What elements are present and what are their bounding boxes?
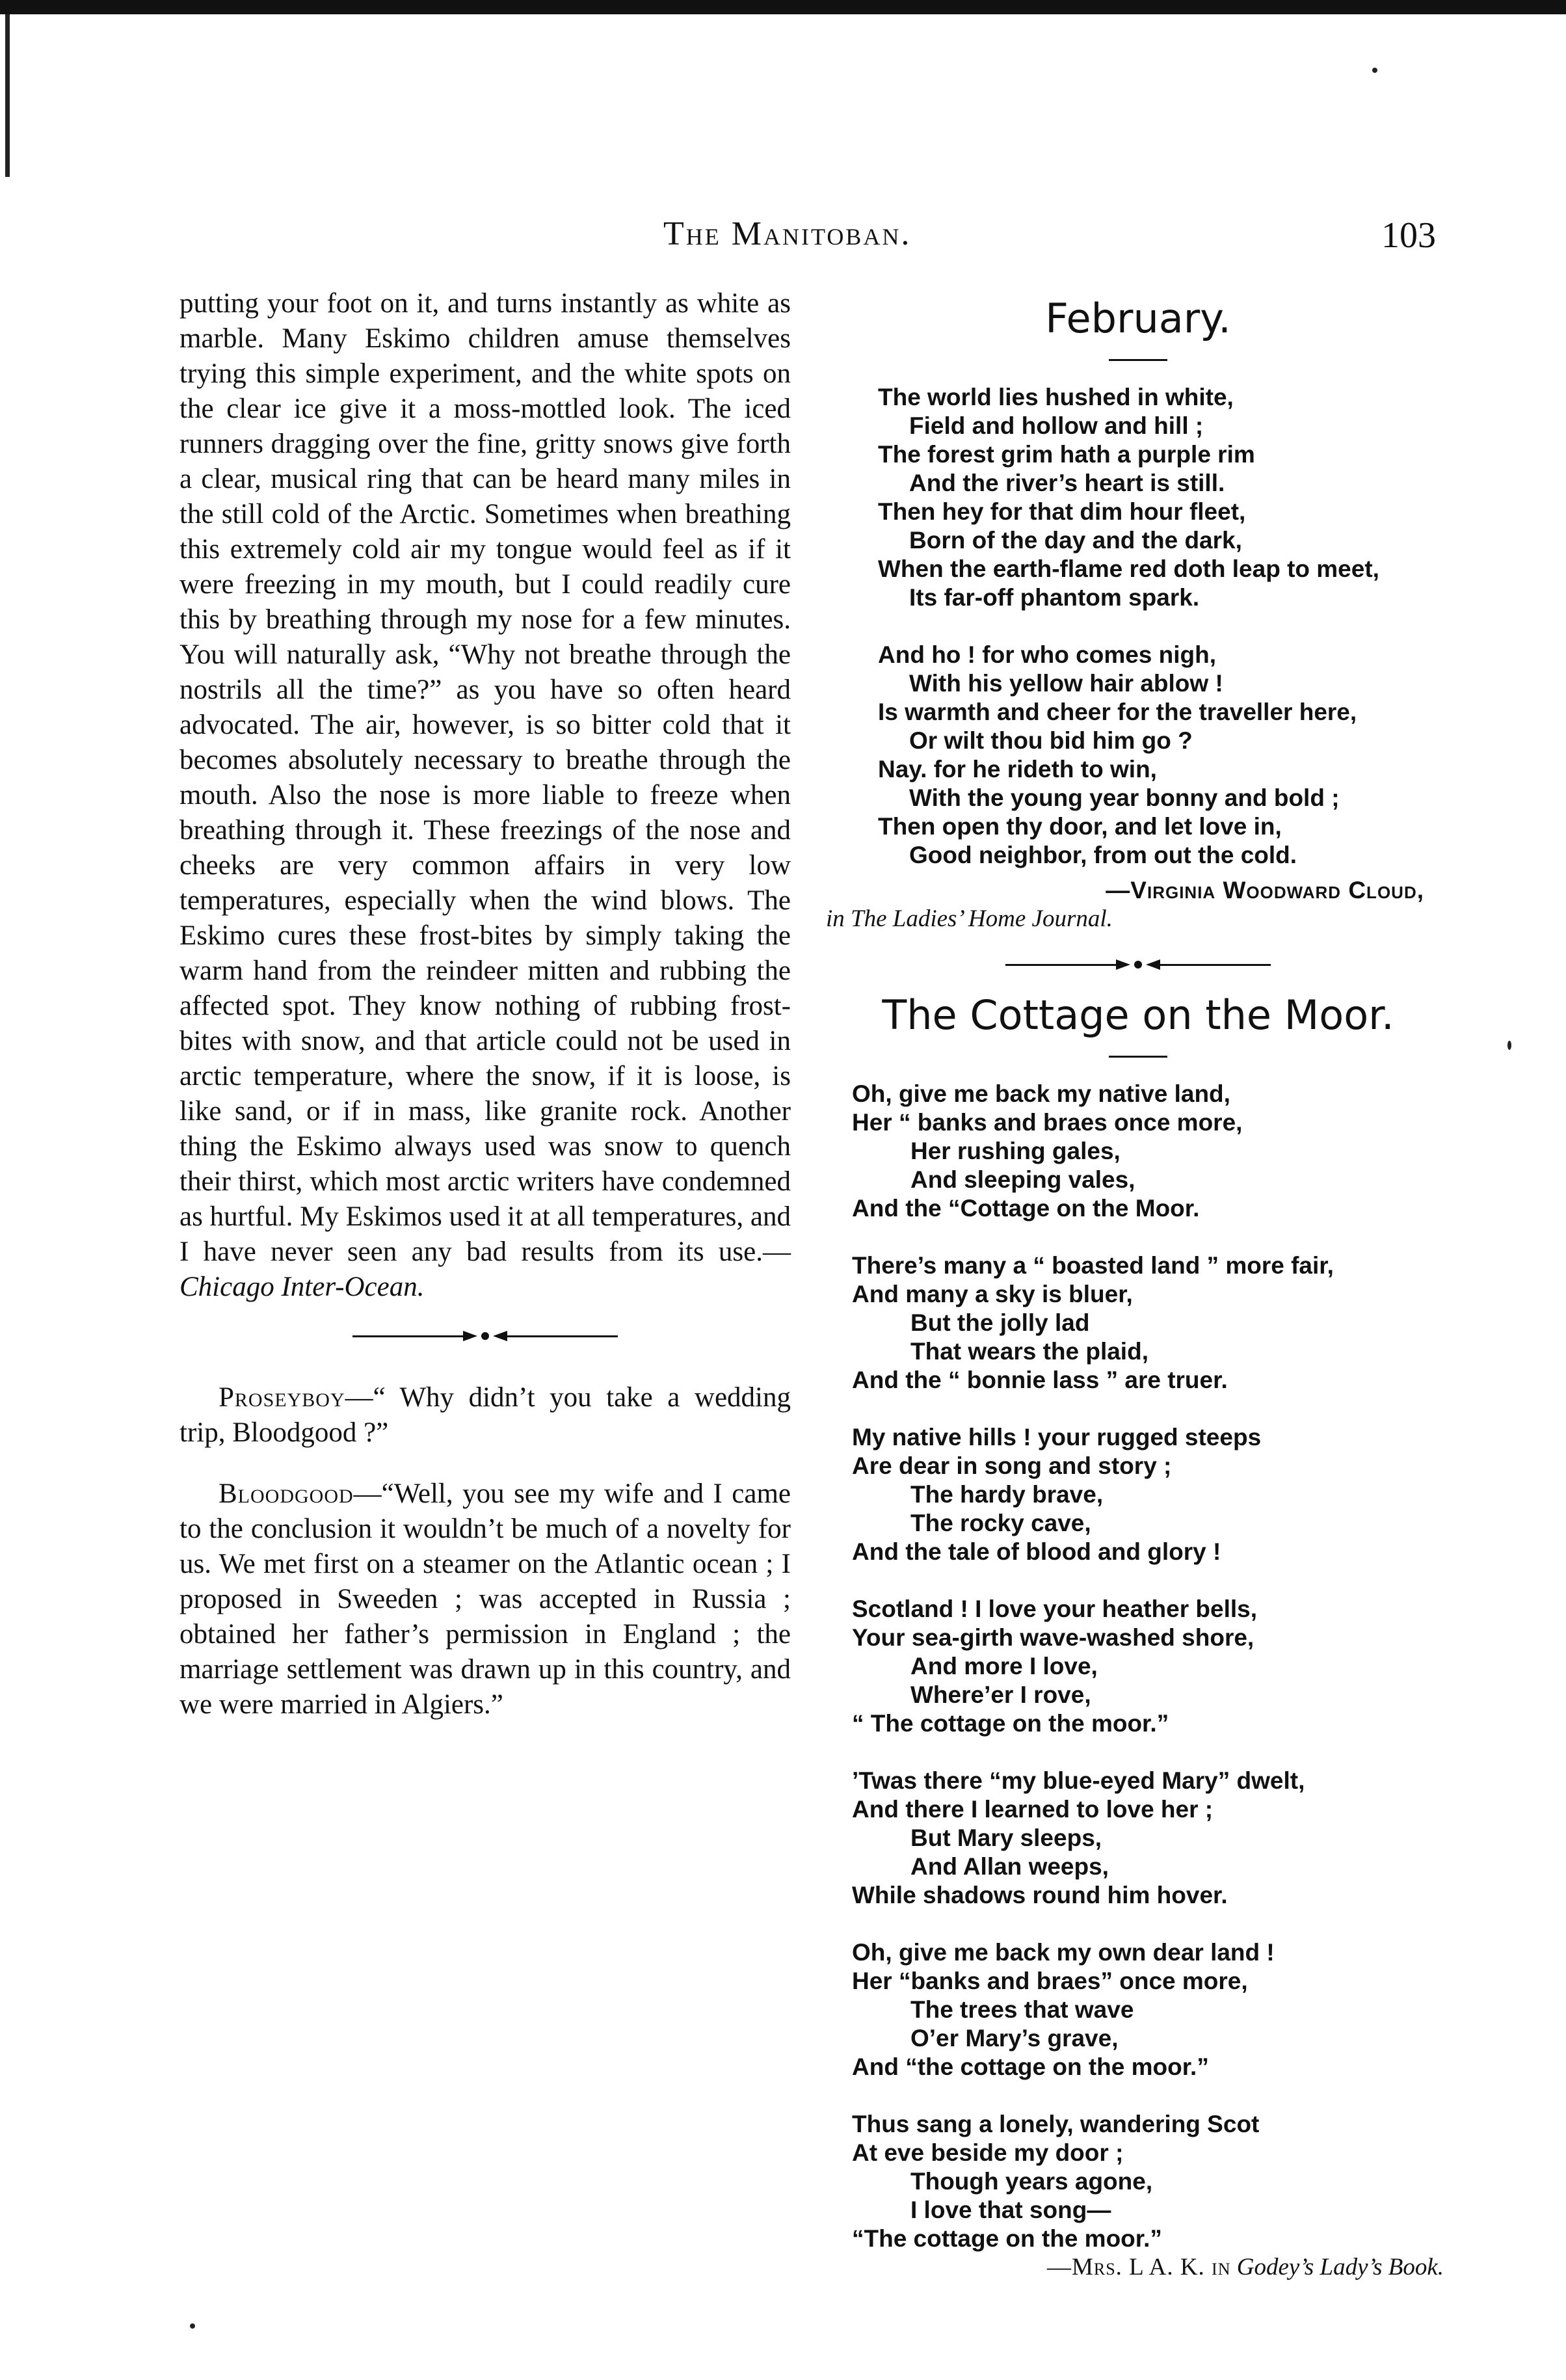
poem-line: The hardy brave, [910,1481,1104,1508]
cottage-credit [826,2253,1450,2282]
right-column [826,286,1450,2282]
february-credit-name: —Virginia Woodward Cloud, [1106,877,1424,903]
poem-line: While shadows round him hover. [852,1882,1228,1908]
poem-line: And the river’s heart is still. [909,470,1225,496]
joke-speaker-2: Bloodgood [219,1478,354,1509]
february-stanza [878,383,1450,612]
poem-line: And many a sky is bluer, [852,1281,1133,1307]
cottage-stanza [852,1595,1450,1738]
poem-line: Then open thy door, and let love in, [878,813,1282,840]
poem-line: I love that song— [910,2197,1111,2223]
cottage-stanza [852,2110,1450,2253]
ornamental-rule [179,1331,791,1341]
poem-line: With the young year bonny and bold ; [909,784,1340,811]
february-credit-source: The Ladies’ Home Journal. [851,905,1113,932]
poem-line: And there I learned to love her ; [852,1796,1214,1823]
poem-line: But the jolly lad [910,1309,1090,1336]
poem-line: There’s many a “ boasted land ” more fair, [852,1252,1334,1279]
poem-line: And “the cottage on the moor.” [852,2053,1209,2080]
poem-line: And the “Cottage on the Moor. [852,1195,1200,1222]
title-rule [1109,1056,1167,1058]
poem-line: The rocky cave, [910,1510,1091,1536]
poem-line: The trees that wave [910,1996,1134,2023]
left-column [179,286,791,1748]
poem-line: When the earth-flame red doth leap to meet, [878,555,1379,582]
poem-line: And the “ bonnie lass ” are truer. [852,1367,1228,1393]
joke-speaker-1: Proseyboy [219,1382,345,1413]
cottage-credit-source: Godey’s Lady’s Book. [1236,2254,1444,2280]
poem-line: Or wilt thou bid him go ? [909,727,1193,754]
page-top-border [0,0,1566,14]
poem-line: Her rushing gales, [910,1138,1121,1164]
speck [1507,1041,1511,1050]
poem-line: And more I love, [910,1653,1098,1679]
article-source: Chicago Inter-Ocean. [179,1272,425,1302]
poem-line: Though years agone, [910,2168,1153,2195]
article-text: putting your foot on it, and turns instantly as white as marble. Many Eskimo children amuse themselves trying this simple experiment, and the white spots on the clear ice give it a moss-mottled look. The iced runners dragging over the fine, gritty snows give forth a clear, musical ring that can be heard many miles in the still cold of the Arctic. Sometimes when breathing this extremely cold air my tongue would feel as if it were freezing in my mouth, but I could readily cure this by breathing through my nose for a few minutes. You will naturally ask, “Why not breathe through the nostrils all the time?” as you have so often heard advocated. The air, however, is so bitter cold that it becomes absolutely necessary to breathe through the mouth. Also the nose is more liable to freeze when breathing through it. These freezings of the nose and cheeks are very common affairs in very low temperatures, especially when the wind blows. The Eskimo cures these frost-bites by simply taking the warm hand from the reindeer mitten and rubbing the affected spot. They know nothing of rubbing frost-bites with snow, and that article could not be used in arctic temperature, where the snow, if it is loose, is like sand, or if in mass, like granite rock. Another thing the Eskimo always used was snow to quench their thirst, which most arctic writers have condemned as hurtful. My Eskimos used it at all temperatures, and I have never seen any bad results from its use.— [179,288,791,1267]
cottage-stanza [852,1767,1450,1910]
poem-line: At eve beside my door ; [852,2139,1124,2166]
ornamental-rule [826,959,1450,970]
poem-line: Is warmth and cheer for the traveller here, [878,699,1357,725]
poem-line: And Allan weeps, [910,1853,1109,1880]
title-rule [1109,359,1167,361]
poem-line: O’er Mary’s grave, [910,2025,1119,2052]
article-paragraph [179,286,791,1305]
poem-line: “The cottage on the moor.” [852,2225,1162,2252]
poem-title-cottage: The Cottage on the Moor. [882,991,1394,1039]
binding-mark [5,14,10,177]
february-credit-prefix: in [826,905,845,932]
poem-line: Nay. for he rideth to win, [878,756,1157,782]
poem-line: With his yellow hair ablow ! [909,670,1223,697]
poem-line: Thus sang a lonely, wandering Scot [852,2111,1260,2137]
poem-line: Her “banks and braes” once more, [852,1968,1248,1994]
cottage-stanza [852,1423,1450,1566]
poem-line: But Mary sleeps, [910,1825,1102,1851]
poem-line: The world lies hushed in white, [878,384,1234,410]
poem-line: Then hey for that dim hour fleet, [878,498,1246,525]
february-credit-source-line [826,905,1450,933]
february-stanza [878,641,1450,870]
poem-line: ’Twas there “my blue-eyed Mary” dwelt, [852,1767,1305,1794]
poem-line: And the tale of blood and glory ! [852,1538,1221,1565]
poem-line: Field and hollow and hill ; [909,412,1204,439]
speck [1372,68,1377,73]
poem-line: Scotland ! I love your heather bells, [852,1596,1257,1622]
joke-paragraph-2 [179,1477,791,1722]
poem-line: Oh, give me back my native land, [852,1080,1230,1107]
cottage-stanza [852,1938,1450,2081]
cottage-stanza [852,1080,1450,1223]
joke-line-2: —“Well, you see my wife and I came to the conclusion it wouldn’t be much of a novelty for us. We met first on a steamer on the Atlantic ocean ; I proposed in Sweeden ; was accepted in Russia ; obtained her father’s permission in England ; the marriage settlement was drawn up in this country, and we were married in Algiers.” [179,1478,791,1720]
cottage-stanza [852,1251,1450,1395]
poem-line: And ho ! for who comes nigh, [878,641,1217,668]
poem-line: Its far-off phantom spark. [909,584,1200,611]
poem-line: Born of the day and the dark, [909,527,1242,554]
speck [190,2323,195,2329]
poem-line: The forest grim hath a purple rim [878,441,1255,468]
poem-line: Are dear in song and story ; [852,1452,1172,1479]
cottage-credit-prefix: —Mrs. L A. K. in [1046,2254,1231,2280]
poem-line: And sleeping vales, [910,1166,1135,1193]
joke-paragraph-1 [179,1380,791,1451]
running-head: The Manitoban. [663,215,912,252]
joke-line-1: —“ Why didn’t you take a wedding trip, Bloodgood ?” [179,1382,791,1448]
poem-line: “ The cottage on the moor.” [852,1710,1169,1737]
poem-line: Your sea-girth wave-washed shore, [852,1624,1254,1651]
poem-line: That wears the plaid, [910,1338,1148,1365]
poem-line: Oh, give me back my own dear land ! [852,1939,1275,1966]
poem-line: Her “ banks and braes once more, [852,1109,1243,1136]
poem-line: My native hills ! your rugged steeps [852,1424,1262,1451]
page-number: 103 [1381,215,1436,256]
poem-line: Where’er I rove, [910,1681,1091,1708]
poem-title-february: February. [1045,295,1231,342]
poem-line: Good neighbor, from out the cold. [909,842,1297,868]
